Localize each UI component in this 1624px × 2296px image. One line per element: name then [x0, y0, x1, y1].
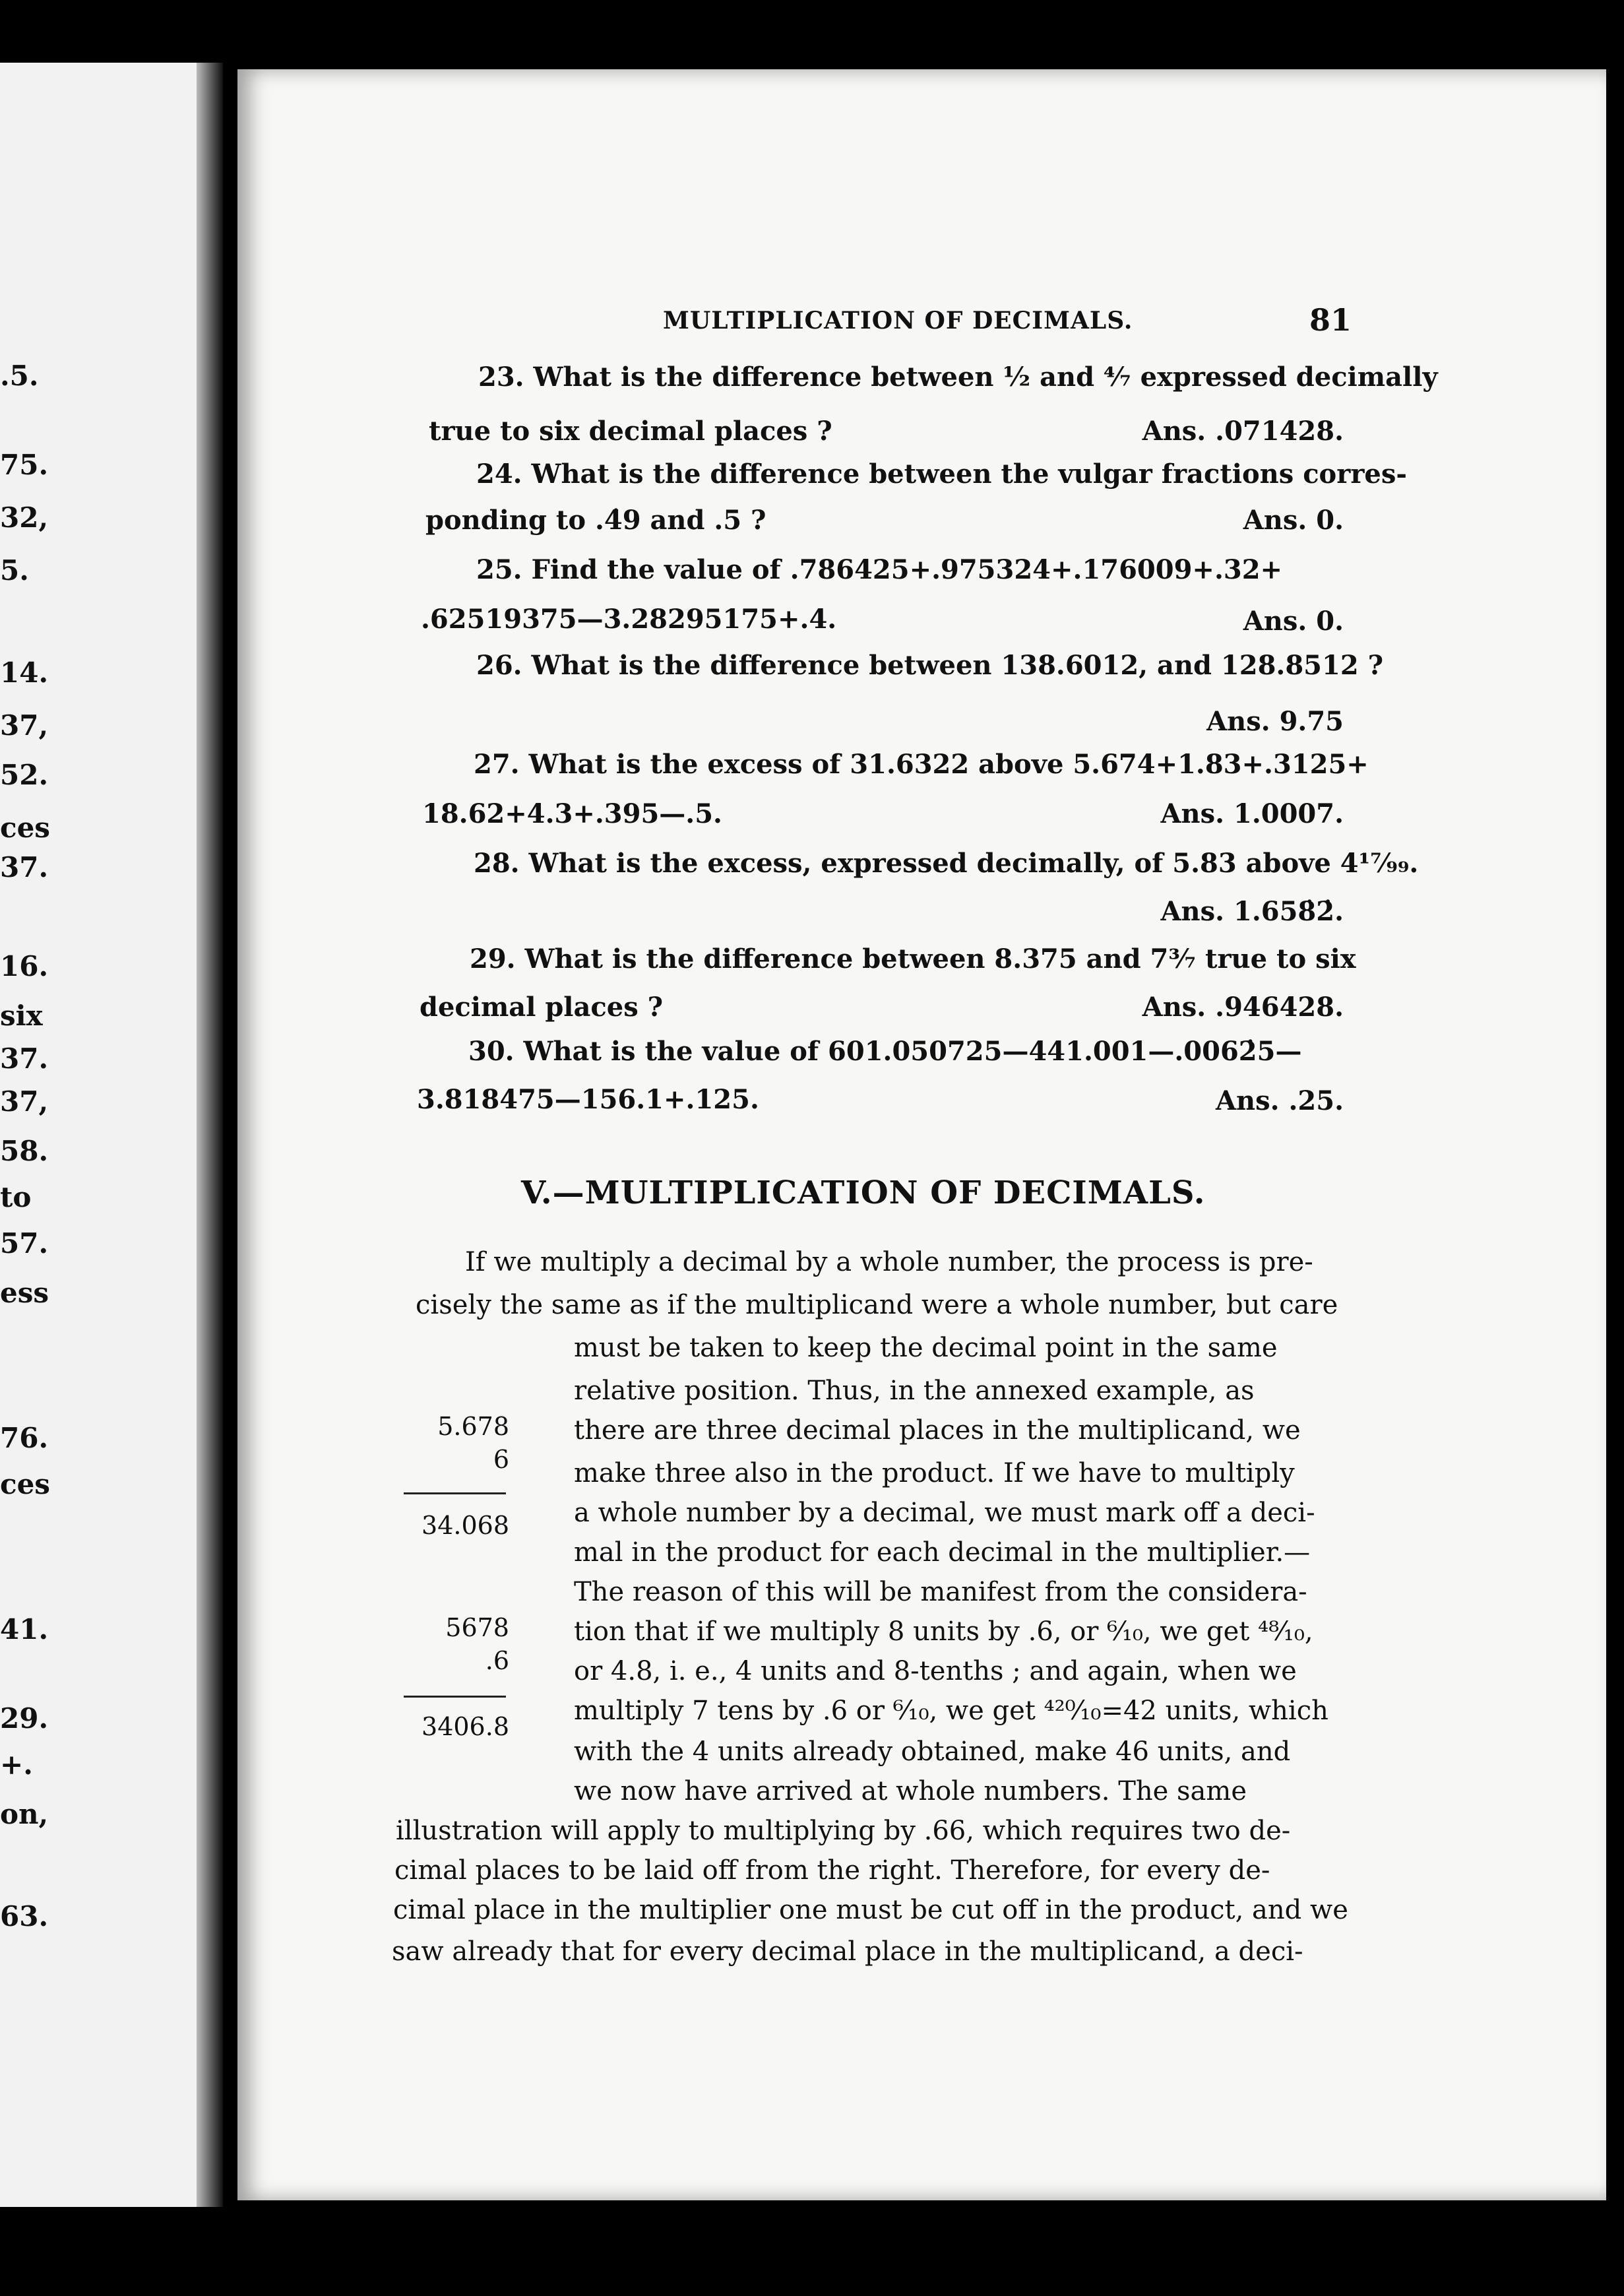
previous-page-fragment: 57. [0, 1227, 49, 1260]
previous-page-fragment: 52. [0, 759, 49, 791]
body-line: we now have arrived at whole numbers. The same [574, 1776, 1247, 1806]
body-line: make three also in the product. If we have to multiply [574, 1458, 1295, 1488]
previous-page-fragment: to [0, 1181, 32, 1213]
previous-page-fragment: 63. [0, 1900, 49, 1932]
previous-page-fragment: six [0, 1000, 43, 1032]
previous-page-fragment: ess [0, 1277, 49, 1309]
previous-page-fragment: 75. [0, 449, 49, 481]
example1-rule [404, 1492, 506, 1494]
section-title: V.—MULTIPLICATION OF DECIMALS. [521, 1174, 1206, 1211]
problem-26-line1: 26. What is the difference between 138.6012, and 128.8512 ? [476, 650, 1384, 681]
problem-23-line1: 23. What is the difference between ½ and ⁴⁄₇ expressed decimally [478, 362, 1438, 393]
body-line: multiply 7 tens by .6 or ⁶⁄₁₀, we get ⁴²⁰⁄₁₀=42 units, which [574, 1696, 1328, 1726]
example1-product: 34.068 [422, 1511, 509, 1540]
previous-page-fragment: 37, [0, 709, 49, 742]
previous-page-fragment: 58. [0, 1135, 49, 1167]
body-line: with the 4 units already obtained, make 46 units, and [574, 1737, 1291, 1767]
body-line: tion that if we multiply 8 units by .6, or ⁶⁄₁₀, we get ⁴⁸⁄₁₀, [574, 1616, 1313, 1647]
problem-30-line1: 30. What is the value of 601.050725—441.001—.0062̇5— [468, 1036, 1302, 1067]
problem-27-answer: Ans. 1.0007. [1160, 798, 1344, 829]
body-line: or 4.8, i. e., 4 units and 8-tenths ; and again, when we [574, 1656, 1297, 1686]
body-line: saw already that for every decimal place in the multiplicand, a deci- [392, 1936, 1303, 1967]
previous-page-fragment: 16. [0, 950, 49, 982]
problem-28-answer: Ans. 1.658̇2̇. [1160, 896, 1344, 927]
body-line: cimal places to be laid off from the right. Therefore, for every de- [394, 1855, 1270, 1886]
problem-25-answer: Ans. 0. [1243, 606, 1344, 637]
previous-page-fragment: 37. [0, 1042, 49, 1075]
problem-24-line2: ponding to .4̇9 and .5 ? [425, 505, 766, 536]
problem-25-line2: .62519375—3.28295175+.4. [421, 604, 837, 635]
body-line: cisely the same as if the multiplicand were a whole number, but care [416, 1290, 1338, 1320]
previous-page-fragment: 5. [0, 554, 29, 587]
problem-23-answer: Ans. .071428. [1142, 416, 1344, 447]
example2-product: 3406.8 [422, 1712, 509, 1741]
problem-24-answer: Ans. 0. [1243, 505, 1344, 536]
body-line: mal in the product for each decimal in the multiplier.— [574, 1537, 1311, 1568]
problem-30-answer: Ans. .25. [1215, 1085, 1344, 1116]
previous-page-fragment: ces [0, 812, 50, 844]
previous-page-fragment: 41. [0, 1613, 49, 1645]
previous-page-fragment: 29. [0, 1702, 49, 1735]
book-gutter [197, 63, 223, 2207]
previous-page-fragment: 76. [0, 1422, 49, 1454]
previous-page-fragment: on, [0, 1798, 49, 1830]
problem-24-line1: 24. What is the difference between the vulgar fractions corres- [476, 459, 1407, 490]
body-line: illustration will apply to multiplying by .66, which requires two de- [396, 1816, 1291, 1846]
example1-multiplicand: 5.678 [437, 1412, 509, 1441]
body-line: cimal place in the multiplier one must be cut off in the product, and we [393, 1895, 1348, 1925]
previous-page-fragment: 37, [0, 1085, 49, 1118]
problem-29-line2: decimal places ? [420, 992, 664, 1023]
problem-29-line1: 29. What is the difference between 8.375 and 7³⁄₇ true to six [470, 943, 1356, 974]
body-line: relative position. Thus, in the annexed example, as [574, 1376, 1255, 1406]
problem-25-line1: 25. Find the value of .786425+.975324+.176009+.32+ [476, 554, 1283, 585]
example2-multiplier: .6 [485, 1646, 509, 1675]
problem-27-line2: 18.62+4.3+.395—.5. [422, 798, 722, 829]
example2-rule [404, 1696, 506, 1698]
running-header: MULTIPLICATION OF DECIMALS. [663, 307, 1133, 335]
problem-29-answer: Ans. .946428. [1142, 992, 1344, 1023]
body-line: must be taken to keep the decimal point in the same [574, 1333, 1278, 1363]
previous-page-fragment: 37. [0, 851, 49, 883]
previous-page-fragment: ces [0, 1468, 50, 1500]
problem-23-line2: true to six decimal places ? [429, 416, 832, 447]
previous-page-fragment: 32, [0, 501, 49, 534]
problem-30-line2: 3.818475—156.1+.125. [417, 1084, 759, 1115]
body-line: there are three decimal places in the multiplicand, we [574, 1415, 1301, 1446]
page-number: 81 [1309, 302, 1352, 338]
body-line: If we multiply a decimal by a whole number, the process is pre- [465, 1247, 1313, 1277]
problem-27-line1: 27. What is the excess of 31.6322 above 5.674+1.83+.3125+ [474, 749, 1369, 780]
body-line: The reason of this will be manifest from the considera- [574, 1577, 1307, 1607]
problem-28-line1: 28. What is the excess, expressed decimally, of 5.83 above 4¹⁷⁄₉₉. [474, 848, 1419, 879]
body-line: a whole number by a decimal, we must mark off a deci- [574, 1498, 1315, 1528]
example2-multiplicand: 5678 [445, 1613, 509, 1642]
example1-multiplier: 6 [493, 1445, 509, 1474]
previous-page-fragment: 14. [0, 656, 49, 689]
previous-page-fragment: +. [0, 1748, 33, 1781]
previous-page-fragment: .5. [0, 360, 39, 392]
problem-26-answer: Ans. 9.75 [1206, 706, 1344, 737]
